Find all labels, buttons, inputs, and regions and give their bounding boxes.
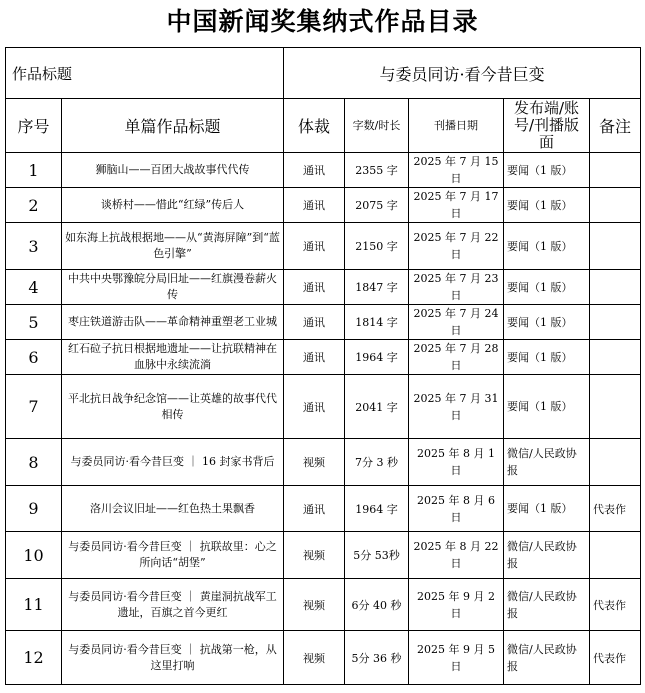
row-genre: 通讯 bbox=[284, 223, 345, 270]
row-note bbox=[590, 375, 641, 439]
row-publisher: 要闻（1 版） bbox=[504, 340, 590, 375]
row-publisher: 要闻（1 版） bbox=[504, 270, 590, 305]
row-publisher: 要闻（1 版） bbox=[504, 188, 590, 223]
work-title-label: 作品标题 bbox=[6, 48, 284, 99]
row-index: 4 bbox=[6, 270, 62, 305]
table-row bbox=[6, 439, 641, 486]
row-index: 5 bbox=[6, 305, 62, 340]
row-length: 1814 字 bbox=[345, 305, 409, 340]
row-genre: 通讯 bbox=[284, 486, 345, 532]
row-index: 6 bbox=[6, 340, 62, 375]
table-header-row bbox=[6, 99, 641, 153]
row-length: 6分 40 秒 bbox=[345, 579, 409, 631]
row-publisher: 微信/人民政协报 bbox=[504, 631, 590, 685]
row-index: 12 bbox=[6, 631, 62, 685]
table-row bbox=[6, 579, 641, 631]
table-row bbox=[6, 486, 641, 532]
work-title-row bbox=[6, 48, 641, 99]
row-note bbox=[590, 305, 641, 340]
row-title: 如东海上抗战根据地——从“黄海屏障”到“蓝色引擎” bbox=[62, 223, 284, 270]
table-row bbox=[6, 631, 641, 685]
row-title: 与委员同访·看今昔巨变 ｜ 黄崖洞抗战军工遗址，百旗之首今更红 bbox=[62, 579, 284, 631]
header-publisher: 发布端/账号/刊播版面 bbox=[504, 99, 590, 153]
row-index: 8 bbox=[6, 439, 62, 486]
table-row bbox=[6, 270, 641, 305]
row-length: 2355 字 bbox=[345, 153, 409, 188]
row-date: 2025 年 8 月 22 日 bbox=[409, 532, 504, 579]
header-genre: 体裁 bbox=[284, 99, 345, 153]
row-date: 2025 年 8 月 1 日 bbox=[409, 439, 504, 486]
row-title: 洛川会议旧址——红色热土果飘香 bbox=[62, 486, 284, 532]
table-row bbox=[6, 340, 641, 375]
header-note: 备注 bbox=[590, 99, 641, 153]
row-note: 代表作 bbox=[590, 579, 641, 631]
row-index: 9 bbox=[6, 486, 62, 532]
row-length: 1964 字 bbox=[345, 340, 409, 375]
row-index: 10 bbox=[6, 532, 62, 579]
row-index: 1 bbox=[6, 153, 62, 188]
row-index: 3 bbox=[6, 223, 62, 270]
row-title: 平北抗日战争纪念馆——让英雄的故事代代相传 bbox=[62, 375, 284, 439]
row-genre: 通讯 bbox=[284, 270, 345, 305]
row-date: 2025 年 8 月 6 日 bbox=[409, 486, 504, 532]
row-note bbox=[590, 270, 641, 305]
row-note: 代表作 bbox=[590, 631, 641, 685]
table-row bbox=[6, 305, 641, 340]
row-publisher: 微信/人民政协报 bbox=[504, 532, 590, 579]
row-length: 5分 36 秒 bbox=[345, 631, 409, 685]
row-date: 2025 年 9 月 5 日 bbox=[409, 631, 504, 685]
row-note bbox=[590, 153, 641, 188]
row-length: 2041 字 bbox=[345, 375, 409, 439]
row-date: 2025 年 7 月 17 日 bbox=[409, 188, 504, 223]
row-genre: 视频 bbox=[284, 579, 345, 631]
table-row bbox=[6, 188, 641, 223]
work-title-value: 与委员同访·看今昔巨变 bbox=[284, 48, 641, 99]
row-publisher: 要闻（1 版） bbox=[504, 375, 590, 439]
row-title: 狮脑山——百团大战故事代代传 bbox=[62, 153, 284, 188]
row-index: 11 bbox=[6, 579, 62, 631]
row-genre: 视频 bbox=[284, 532, 345, 579]
row-publisher: 要闻（1 版） bbox=[504, 153, 590, 188]
row-index: 7 bbox=[6, 375, 62, 439]
row-genre: 通讯 bbox=[284, 375, 345, 439]
row-title: 与委员同访·看今昔巨变 ｜ 16 封家书背后 bbox=[62, 439, 284, 486]
header-date: 刊播日期 bbox=[409, 99, 504, 153]
table-row bbox=[6, 153, 641, 188]
row-publisher: 要闻（1 版） bbox=[504, 305, 590, 340]
row-note bbox=[590, 188, 641, 223]
row-publisher: 微信/人民政协报 bbox=[504, 579, 590, 631]
row-length: 2075 字 bbox=[345, 188, 409, 223]
row-publisher: 微信/人民政协报 bbox=[504, 439, 590, 486]
row-genre: 通讯 bbox=[284, 305, 345, 340]
row-note bbox=[590, 439, 641, 486]
document-title: 中国新闻奖集纳式作品目录 bbox=[166, 7, 479, 36]
header-index: 序号 bbox=[6, 99, 62, 153]
row-genre: 视频 bbox=[284, 631, 345, 685]
row-publisher: 要闻（1 版） bbox=[504, 486, 590, 532]
row-date: 2025 年 7 月 15 日 bbox=[409, 153, 504, 188]
row-title: 与委员同访·看今昔巨变 ｜ 抗联故里：心之所向话“胡堡” bbox=[62, 532, 284, 579]
row-length: 1847 字 bbox=[345, 270, 409, 305]
table-row bbox=[6, 375, 641, 439]
row-note bbox=[590, 340, 641, 375]
row-length: 7分 3 秒 bbox=[345, 439, 409, 486]
row-note bbox=[590, 532, 641, 579]
row-title: 红石砬子抗日根据地遗址——让抗联精神在血脉中永续流淌 bbox=[62, 340, 284, 375]
row-title: 与委员同访·看今昔巨变 ｜ 抗战第一枪，从这里打响 bbox=[62, 631, 284, 685]
row-genre: 通讯 bbox=[284, 153, 345, 188]
row-date: 2025 年 7 月 23 日 bbox=[409, 270, 504, 305]
row-date: 2025 年 9 月 2 日 bbox=[409, 579, 504, 631]
row-title: 中共中央鄂豫皖分局旧址——红旗漫卷薪火传 bbox=[62, 270, 284, 305]
row-date: 2025 年 7 月 28 日 bbox=[409, 340, 504, 375]
row-note: 代表作 bbox=[590, 486, 641, 532]
works-table bbox=[5, 47, 641, 685]
row-title: 枣庄铁道游击队——革命精神重塑老工业城 bbox=[62, 305, 284, 340]
row-genre: 通讯 bbox=[284, 340, 345, 375]
row-length: 5分 53秒 bbox=[345, 532, 409, 579]
row-genre: 视频 bbox=[284, 439, 345, 486]
row-genre: 通讯 bbox=[284, 188, 345, 223]
row-date: 2025 年 7 月 24 日 bbox=[409, 305, 504, 340]
table-row bbox=[6, 532, 641, 579]
row-index: 2 bbox=[6, 188, 62, 223]
row-note bbox=[590, 223, 641, 270]
row-date: 2025 年 7 月 22 日 bbox=[409, 223, 504, 270]
row-publisher: 要闻（1 版） bbox=[504, 223, 590, 270]
table-row bbox=[6, 223, 641, 270]
row-length: 1964 字 bbox=[345, 486, 409, 532]
header-length: 字数/时长 bbox=[345, 99, 409, 153]
row-title: 谈桥村——惜此“红绿”传后人 bbox=[62, 188, 284, 223]
row-length: 2150 字 bbox=[345, 223, 409, 270]
row-date: 2025 年 7 月 31 日 bbox=[409, 375, 504, 439]
header-title: 单篇作品标题 bbox=[62, 99, 284, 153]
